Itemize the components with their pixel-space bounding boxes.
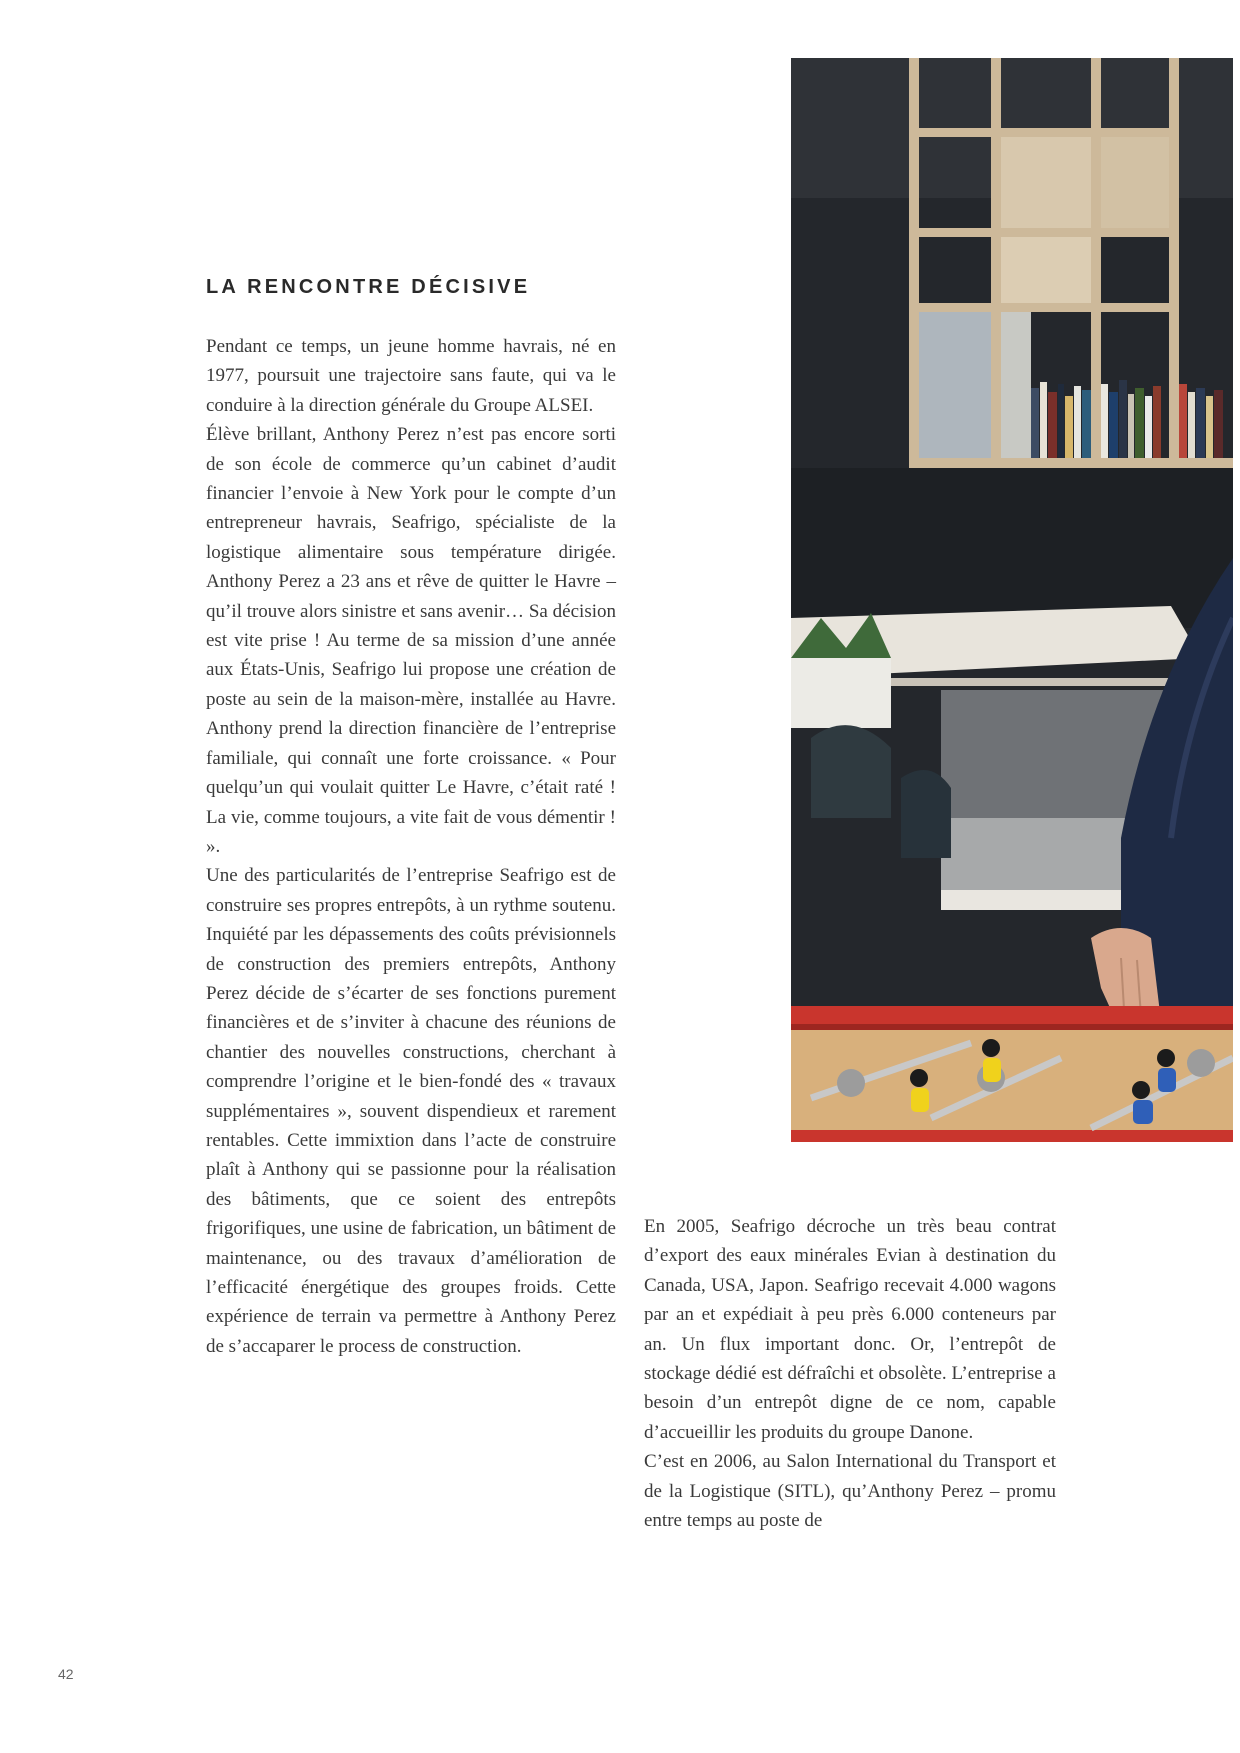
page-number: 42: [58, 1666, 74, 1682]
paragraph-construction: Une des particularités de l’entreprise Seafrigo est de construire ses propres entrepôts, à un rythme soutenu. Inquiété par les dépassements des coûts prévisionnels de construction des premiers entrepôts, Anthony Perez décide de s’écarter de ses fonctions purement financières et de s’inviter à chacune des réunions de chantier des nouvelles constructions, cherchant à comprendre l’origine et le bien-fondé des « travaux supplémentaires », souvent dispendieux et rarement rentables. Cette immixtion dans l’acte de construire plaît à Anthony qui se passionne pour la réalisation des bâtiments, que ce soient des entrepôts frigorifiques, une usine de fabrication, un bâtiment de maintenance, ou des travaux d’amélioration de l’efficacité énergétique des groupes froids. Cette expérience de terrain va permettre à Anthony Perez de s’accaparer le process de construction.: [206, 865, 616, 1357]
paragraph-career: Élève brillant, Anthony Perez n’est pas encore sorti de son école de commerce qu’un cabinet d’audit financier l’envoie à New York pour le compte d’un entrepreneur havrais, Seafrigo, spécialiste de la logistique alimentaire sous température dirigée. Anthony Perez a 23 ans et rêve de quitter le Havre – qu’il trouve alors sinistre et sans avenir… Sa décision est vite prise ! Au terme de sa mission d’une année aux États-Unis, Seafrigo lui propose une création de poste au sein de la maison-mère, installée au Havre. Anthony prend la direction financière de l’entreprise familiale, qui connaît une forte croissance. « Pour quelqu’un qui voulait quitter Le Havre, c’était raté ! La vie, comme toujours, a vite fait de vous démentir ! ».: [206, 424, 616, 857]
paragraph-sitl: C’est en 2006, au Salon International du Transport et de la Logistique (SITL), qu’Anthony Perez – promu entre temps au poste de: [644, 1451, 1056, 1532]
paragraph-evian-contract: En 2005, Seafrigo décroche un très beau contrat d’export des eaux minérales Evian à destination du Canada, USA, Japon. Seafrigo recevait 4.000 wagons par an et expédiait à peu près 6.000 conteneurs par an. Un flux important donc. Or, l’entrepôt de stockage dédié est défraîchi et obsolète. L’entreprise a besoin d’un entrepôt digne de ce nom, capable d’accueillir les produits du groupe Danone.: [644, 1216, 1056, 1443]
paragraph-intro: Pendant ce temps, un jeune homme havrais, né en 1977, poursuit une trajectoire sans faute, qui va le conduire à la direction générale du Groupe ALSEI.: [206, 336, 616, 416]
section-heading: LA RENCONTRE DÉCISIVE: [206, 276, 531, 298]
portrait-photo: [791, 58, 1233, 1142]
right-text-column: [644, 1212, 1056, 1535]
left-text-column: [206, 332, 616, 1361]
